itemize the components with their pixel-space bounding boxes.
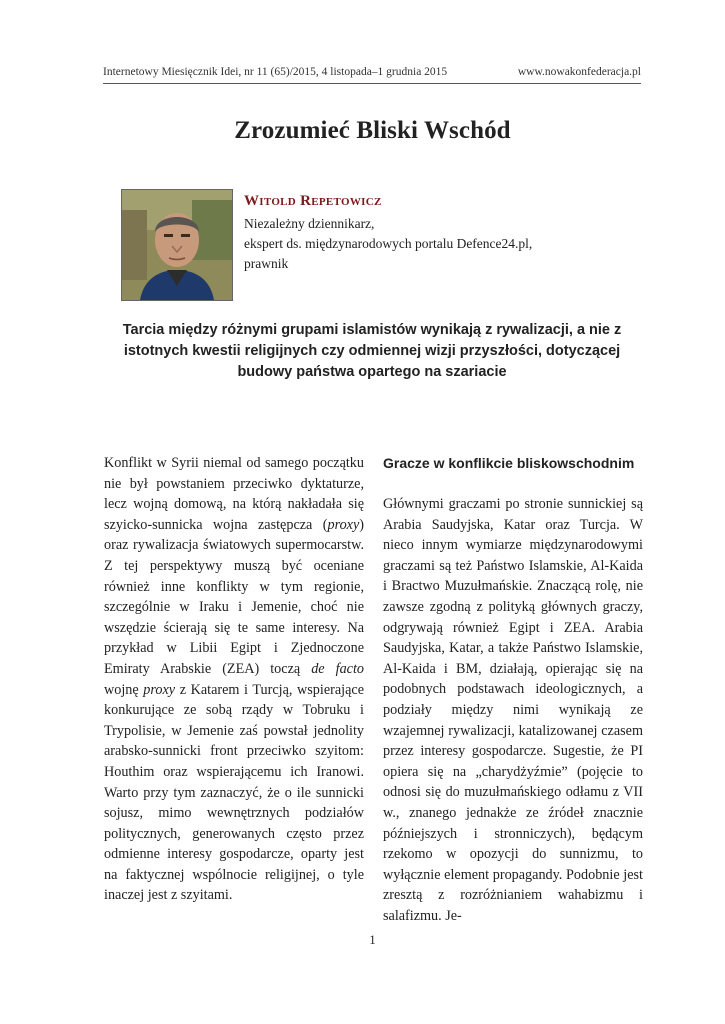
section-heading: Gracze w konflikcie bliskowschodnim (383, 455, 635, 471)
author-desc-line: prawnik (244, 256, 289, 271)
body-column-left (104, 453, 364, 906)
text-run: wojnę (104, 681, 144, 698)
italic-term: de facto (311, 660, 364, 677)
journal-info: Internetowy Miesięcznik Idei, nr 11 (65)/2015, 4 listopada–1 grudnia 2015 (103, 66, 448, 78)
website-url[interactable]: www.nowakonfederacja.pl (517, 66, 641, 78)
article-lead: Tarcia między różnymi grupami islamistów wynikają z rywalizacji, a nie z istotnych kwestii religijnych czy odmiennej wizji przyszłości, dotyczącej budowy państwa opartego na szariacie (122, 322, 622, 380)
body-paragraph (104, 453, 364, 906)
body-column-right (383, 453, 643, 926)
author-desc-line: Niezależny dziennikarz, (244, 216, 375, 231)
body-paragraph: Głównymi graczami po stronie sunnickiej są Arabia Saudyjska, Katar oraz Turcja. W nieco innym wymiarze międzynarodowymi graczami są też Państwo Islamskie, Al-Kaida i Bractwo Muzułmańskie. Znaczącą rolę, nie zawsze zgodną z polityką głównych graczy, odgrywają również Egipt i ZEA. Arabia Saudyjska, Katar, a także Państwo Islamskie, Al-Kaida i BM, działają, opierając się na podobnych podstawach ideologicznych, a podziały między nimi wynikają ze wzajemnej rywalizacji, katalizowanej czasem przez interesy gospodarcze. Sugestie, że PI opiera się na „charydżyźmie” (pojęcie to odnosi się do muzułmańskiego odłamu z VII w., znanego jednakże ze źródeł znacznie późniejszych i stronniczych), będącym rzekomo w opozycji do sunnizmu, to wyłącznie element propagandy. Podobnie jest zresztą z rozróżnianiem wahabizmu i salafizmu. Je- (383, 496, 643, 924)
header-divider (103, 83, 641, 84)
italic-term: proxy (327, 516, 360, 533)
text-run: Konflikt w Syrii niemal od samego początku nie był powstaniem przeciwko dyktaturze, lecz wojną domową, na którą nakładała się szyicko-sunnicka wojna zastępcza ( (104, 455, 364, 533)
italic-term: proxy (143, 681, 176, 698)
text-run: z Katarem i Turcją, wspierające konkurujące ze sobą rządy w Tobruku i Trypolisie, w Jemenie zaś powstał jednolity arabsko-sunnicki front przeciwko szyitom: Houthim oraz wspierającemu ich Iranowi. Warto przy tym zaznaczyć, że o ile sunnicki sojusz, mimo wewnętrznych podziałów politycznych, generowanych często przez odmienne interesy gospodarcze, oparty jest na faktycznej wspólnocie religijnej, o tyle inaczej jest z szyitami. (104, 681, 364, 904)
author-name: Witold Repetowicz (244, 193, 382, 209)
article-title: Zrozumieć Bliski Wschód (234, 117, 511, 144)
text-run: ) oraz rywalizacja światowych supermocarstw. Z tej perspektywy muszą być oceniane również inne konflikty w tym regionie, szczególnie w Iraku i Jemenie, choć nie wszędzie ścierają się te same interesy. Na przykład w Libii Egipt i Zjednoczone Emiraty Arabskie (ZEA) toczą (104, 516, 364, 677)
author-photo (121, 189, 233, 301)
author-block (244, 193, 604, 274)
page-number: 1 (369, 933, 376, 947)
author-description (244, 214, 604, 274)
author-desc-line: ekspert ds. międzynarodowych portalu Defence24.pl, (244, 236, 533, 251)
running-header (103, 66, 641, 78)
